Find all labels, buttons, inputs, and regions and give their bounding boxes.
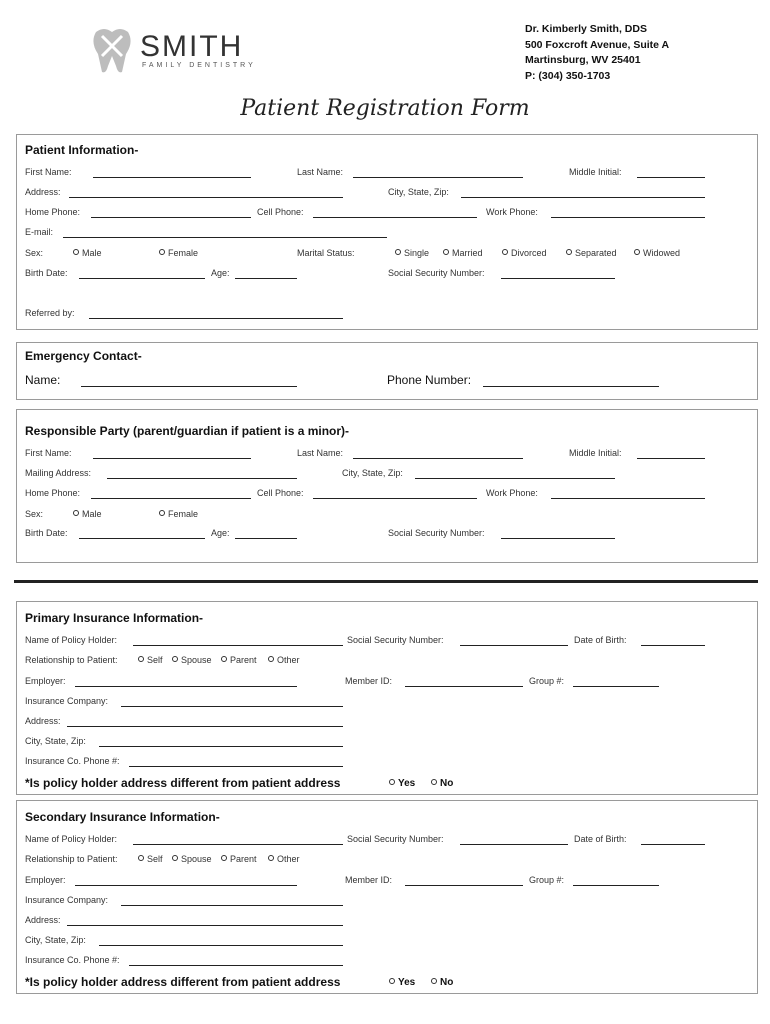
marital-option-divorced[interactable]: Divorced bbox=[502, 248, 547, 258]
practice-address bbox=[525, 22, 669, 84]
city-state-zip-label: City, State, Zip: bbox=[388, 187, 449, 197]
policy-holder-field[interactable] bbox=[133, 844, 343, 845]
address-line: 500 Foxcroft Avenue, Suite A bbox=[525, 38, 670, 51]
mailing-address-field[interactable] bbox=[107, 478, 297, 479]
employer-field[interactable] bbox=[75, 686, 297, 687]
cell-phone-label: Cell Phone: bbox=[257, 207, 304, 217]
ssn-field[interactable] bbox=[460, 645, 568, 646]
insurance-company-label: Insurance Company: bbox=[25, 895, 109, 905]
last-name-label: Last Name: bbox=[297, 448, 344, 458]
employer-field[interactable] bbox=[75, 885, 297, 886]
city-state-zip-field[interactable] bbox=[99, 746, 343, 747]
sex-label: Sex: bbox=[25, 248, 44, 258]
birth-date-field[interactable] bbox=[79, 538, 205, 539]
group-field[interactable] bbox=[573, 885, 659, 886]
different-address-yes[interactable]: Yes bbox=[389, 778, 415, 789]
city-state-zip-field[interactable] bbox=[99, 945, 343, 946]
relationship-option-spouse[interactable]: Spouse bbox=[172, 655, 212, 665]
relationship-option-self[interactable]: Self bbox=[138, 655, 163, 665]
group-field[interactable] bbox=[573, 686, 659, 687]
middle-initial-label: Middle Initial: bbox=[569, 448, 622, 458]
tooth-icon bbox=[90, 26, 134, 76]
referred-by-field[interactable] bbox=[89, 318, 343, 319]
email-label: E-mail: bbox=[25, 227, 54, 237]
form-title: Patient Registration Form bbox=[240, 96, 530, 121]
secondary-insurance-section bbox=[16, 800, 758, 994]
referred-by-label: Referred by: bbox=[25, 308, 75, 318]
first-name-field[interactable] bbox=[93, 177, 251, 178]
address-label: Address: bbox=[25, 187, 61, 197]
marital-status-label: Marital Status: bbox=[297, 248, 355, 258]
section-title: Patient Information- bbox=[25, 143, 139, 157]
first-name-field[interactable] bbox=[93, 458, 251, 459]
relationship-option-self[interactable]: Self bbox=[138, 854, 163, 864]
city-state-zip-label: City, State, Zip: bbox=[342, 468, 403, 478]
member-id-field[interactable] bbox=[405, 686, 523, 687]
last-name-label: Last Name: bbox=[297, 167, 344, 177]
address-field[interactable] bbox=[69, 197, 343, 198]
sex-option-female[interactable]: Female bbox=[159, 248, 198, 258]
address-line: Martinsburg, WV 25401 bbox=[525, 54, 641, 66]
address-label: Address: bbox=[25, 716, 61, 726]
logo-tagline: FAMILY DENTISTRY bbox=[142, 62, 256, 69]
middle-initial-field[interactable] bbox=[637, 458, 705, 459]
insurance-phone-field[interactable] bbox=[129, 965, 343, 966]
sex-option-female[interactable]: Female bbox=[159, 509, 198, 519]
dob-field[interactable] bbox=[641, 645, 705, 646]
marital-option-single[interactable]: Single bbox=[395, 248, 429, 258]
address-label: Address: bbox=[25, 915, 61, 925]
birth-date-field[interactable] bbox=[79, 278, 205, 279]
marital-option-separated[interactable]: Separated bbox=[566, 248, 617, 258]
group-label: Group #: bbox=[529, 875, 565, 885]
different-address-question: *Is policy holder address different from patient address bbox=[25, 776, 341, 790]
insurance-phone-label: Insurance Co. Phone #: bbox=[25, 955, 120, 965]
city-state-zip-label: City, State, Zip: bbox=[25, 736, 86, 746]
group-label: Group #: bbox=[529, 676, 565, 686]
policy-holder-label: Name of Policy Holder: bbox=[25, 635, 118, 645]
member-id-field[interactable] bbox=[405, 885, 523, 886]
ssn-field[interactable] bbox=[501, 538, 615, 539]
relationship-label: Relationship to Patient: bbox=[25, 655, 118, 665]
first-name-label: First Name: bbox=[25, 448, 72, 458]
insurance-phone-field[interactable] bbox=[129, 766, 343, 767]
section-title: Secondary Insurance Information- bbox=[25, 810, 220, 824]
section-divider bbox=[14, 580, 758, 583]
relationship-option-spouse[interactable]: Spouse bbox=[172, 854, 212, 864]
different-address-no[interactable]: No bbox=[431, 778, 453, 789]
policy-holder-label: Name of Policy Holder: bbox=[25, 834, 118, 844]
cell-phone-label: Cell Phone: bbox=[257, 488, 304, 498]
relationship-option-other[interactable]: Other bbox=[268, 655, 300, 665]
dob-label: Date of Birth: bbox=[574, 635, 627, 645]
address-line: Dr. Kimberly Smith, DDS bbox=[525, 23, 647, 35]
birth-date-label: Birth Date: bbox=[25, 268, 68, 278]
insurance-phone-label: Insurance Co. Phone #: bbox=[25, 756, 120, 766]
city-state-zip-label: City, State, Zip: bbox=[25, 935, 86, 945]
email-field[interactable] bbox=[63, 237, 387, 238]
age-field[interactable] bbox=[235, 538, 297, 539]
marital-option-widowed[interactable]: Widowed bbox=[634, 248, 680, 258]
address-field[interactable] bbox=[67, 925, 343, 926]
ssn-label: Social Security Number: bbox=[347, 834, 444, 844]
policy-holder-field[interactable] bbox=[133, 645, 343, 646]
work-phone-label: Work Phone: bbox=[486, 207, 538, 217]
different-address-yes[interactable]: Yes bbox=[389, 977, 415, 988]
home-phone-label: Home Phone: bbox=[25, 207, 81, 217]
age-field[interactable] bbox=[235, 278, 297, 279]
ssn-label: Social Security Number: bbox=[347, 635, 444, 645]
ssn-field[interactable] bbox=[460, 844, 568, 845]
member-id-label: Member ID: bbox=[345, 875, 393, 885]
work-phone-field[interactable] bbox=[551, 217, 705, 218]
section-title: Emergency Contact- bbox=[25, 349, 142, 363]
member-id-label: Member ID: bbox=[345, 676, 393, 686]
ssn-label: Social Security Number: bbox=[388, 268, 485, 278]
last-name-field[interactable] bbox=[353, 458, 523, 459]
patient-information-section bbox=[16, 134, 758, 330]
birth-date-label: Birth Date: bbox=[25, 528, 68, 538]
first-name-label: First Name: bbox=[25, 167, 72, 177]
emergency-contact-section bbox=[16, 342, 758, 400]
cell-phone-field[interactable] bbox=[313, 498, 477, 499]
work-phone-label: Work Phone: bbox=[486, 488, 538, 498]
employer-label: Employer: bbox=[25, 676, 66, 686]
marital-option-married[interactable]: Married bbox=[443, 248, 483, 258]
middle-initial-label: Middle Initial: bbox=[569, 167, 622, 177]
home-phone-field[interactable] bbox=[91, 217, 251, 218]
city-state-zip-field[interactable] bbox=[415, 478, 615, 479]
section-title: Responsible Party (parent/guardian if patient is a minor)- bbox=[25, 424, 350, 438]
work-phone-field[interactable] bbox=[551, 498, 705, 499]
age-label: Age: bbox=[211, 268, 230, 278]
relationship-option-parent[interactable]: Parent bbox=[221, 655, 257, 665]
cell-phone-field[interactable] bbox=[313, 217, 477, 218]
emergency-phone-field[interactable] bbox=[483, 386, 659, 387]
home-phone-field[interactable] bbox=[91, 498, 251, 499]
emergency-name-field[interactable] bbox=[81, 386, 297, 387]
ssn-label: Social Security Number: bbox=[388, 528, 485, 538]
insurance-company-field[interactable] bbox=[121, 706, 343, 707]
emergency-phone-label: Phone Number: bbox=[387, 373, 472, 387]
sex-option-male[interactable]: Male bbox=[73, 248, 102, 258]
different-address-no[interactable]: No bbox=[431, 977, 453, 988]
section-title: Primary Insurance Information- bbox=[25, 611, 204, 625]
relationship-option-other[interactable]: Other bbox=[268, 854, 300, 864]
last-name-field[interactable] bbox=[353, 177, 523, 178]
relationship-label: Relationship to Patient: bbox=[25, 854, 118, 864]
home-phone-label: Home Phone: bbox=[25, 488, 81, 498]
dob-field[interactable] bbox=[641, 844, 705, 845]
primary-insurance-section bbox=[16, 601, 758, 795]
employer-label: Employer: bbox=[25, 875, 66, 885]
sex-option-male[interactable]: Male bbox=[73, 509, 102, 519]
different-address-question: *Is policy holder address different from patient address bbox=[25, 975, 341, 989]
dob-label: Date of Birth: bbox=[574, 834, 627, 844]
practice-logo bbox=[90, 26, 260, 76]
insurance-company-field[interactable] bbox=[121, 905, 343, 906]
emergency-name-label: Name: bbox=[25, 373, 61, 387]
ssn-field[interactable] bbox=[501, 278, 615, 279]
address-field[interactable] bbox=[67, 726, 343, 727]
age-label: Age: bbox=[211, 528, 230, 538]
middle-initial-field[interactable] bbox=[637, 177, 705, 178]
mailing-address-label: Mailing Address: bbox=[25, 468, 92, 478]
insurance-company-label: Insurance Company: bbox=[25, 696, 109, 706]
address-line: P: (304) 350-1703 bbox=[525, 69, 611, 82]
city-state-zip-field[interactable] bbox=[461, 197, 705, 198]
responsible-party-section bbox=[16, 409, 758, 563]
sex-label: Sex: bbox=[25, 509, 44, 519]
relationship-option-parent[interactable]: Parent bbox=[221, 854, 257, 864]
logo-name: SMITH bbox=[140, 30, 244, 63]
